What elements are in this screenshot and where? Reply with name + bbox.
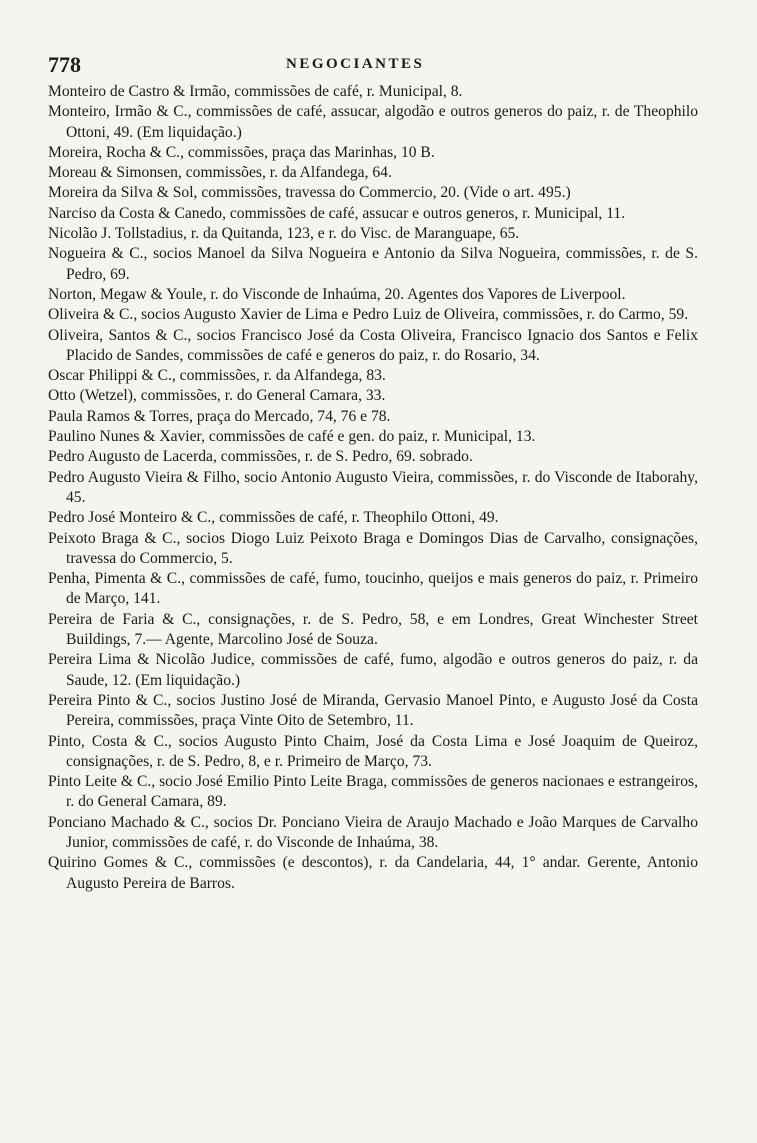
merchant-entry: Pedro Augusto Vieira & Filho, socio Antonio Augusto Vieira, commissões, r. do Visconde de Itaborahy, 45.	[48, 468, 698, 506]
merchant-entry: Moreira da Silva & Sol, commissões, travessa do Commercio, 20. (Vide o art. 495.)	[48, 184, 571, 202]
merchant-entry: Monteiro, Irmão & C., commissões de café, assucar, algodão e outros generos do paiz, r. de Theophilo Ottoni, 49. (Em liquidação.)	[48, 103, 698, 141]
merchant-entry: Moreau & Simonsen, commissões, r. da Alfandega, 64.	[48, 164, 392, 182]
merchant-entry: Paulino Nunes & Xavier, commissões de café e gen. do paiz, r. Municipal, 13.	[48, 428, 536, 446]
merchant-entry: Paula Ramos & Torres, praça do Mercado, 74, 76 e 78.	[48, 407, 391, 425]
merchant-entry: Norton, Megaw & Youle, r. do Visconde de Inhaúma, 20. Agentes dos Vapores de Liverpool.	[48, 285, 626, 303]
merchant-entry: Quirino Gomes & C., commissões (e descontos), r. da Candelaria, 44, 1° andar. Gerente, Antonio Augusto Pereira de Barros.	[48, 854, 698, 892]
merchant-entry: Pereira Pinto & C., socios Justino José de Miranda, Gervasio Manoel Pinto, e Augusto José da Costa Pereira, commissões, praça Vinte Oito de Setembro, 11.	[48, 691, 698, 730]
directory-page	[48, 52, 698, 894]
merchant-entry: Nogueira & C., socios Manoel da Silva Nogueira e Antonio da Silva Nogueira, commissões, r. de S. Pedro, 69.	[48, 245, 698, 283]
merchant-entry: Pereira de Faria & C., consignações, r. de S. Pedro, 58, e em Londres, Great Winchester Street Buildings, 7.— Agente, Marcolino José de Souza.	[48, 610, 698, 649]
merchant-entry: Narciso da Costa & Canedo, commissões de café, assucar e outros generos, r. Municipal, 11.	[48, 204, 626, 222]
merchant-entry: Pinto, Costa & C., socios Augusto Pinto Chaim, José da Costa Lima e José Joaquim de Queiroz, consignações, r. de S. Pedro, 8, e r. Primeiro de Março, 73.	[48, 732, 698, 770]
running-title: NEGOCIANTES	[286, 56, 425, 72]
page-number: 778	[48, 52, 81, 77]
page-header	[48, 52, 698, 82]
merchant-entry: Pinto Leite & C., socio José Emilio Pinto Leite Braga, commissões de generos nacionaes e estrangeiros, r. do General Camara, 89.	[48, 773, 698, 811]
merchant-entry: Oliveira & C., socios Augusto Xavier de Lima e Pedro Luiz de Oliveira, commissões, r. do Carmo, 59.	[48, 306, 689, 324]
merchant-entry: Oscar Philippi & C., commissões, r. da Alfandega, 83.	[48, 367, 386, 385]
merchant-list	[48, 82, 698, 894]
merchant-entry: Penha, Pimenta & C., commissões de café, fumo, toucinho, queijos e mais generos do paiz, r. Primeiro de Março, 141.	[48, 570, 698, 608]
merchant-entry: Pedro José Monteiro & C., commissões de café, r. Theophilo Ottoni, 49.	[48, 509, 499, 527]
merchant-entry: Pereira Lima & Nicolão Judice, commissões de café, fumo, algodão e outros generos do paiz, r. da Saude, 12. (Em liquidação.)	[48, 651, 698, 689]
merchant-entry: Peixoto Braga & C., socios Diogo Luiz Peixoto Braga e Domingos Dias de Carvalho, consignações, travessa do Commercio, 5.	[48, 529, 698, 567]
merchant-entry: Ponciano Machado & C., socios Dr. Ponciano Vieira de Araujo Machado e João Marques de Carvalho Junior, commissões de café, r. do Visconde de Inhaúma, 38.	[48, 813, 698, 851]
merchant-entry: Oliveira, Santos & C., socios Francisco José da Costa Oliveira, Francisco Ignacio dos Santos e Felix Placido de Sandes, commissões de café e generos do paiz, r. do Rosario, 34.	[48, 326, 698, 364]
merchant-entry: Monteiro de Castro & Irmão, commissões de café, r. Municipal, 8.	[48, 83, 463, 100]
merchant-entry: Nicolão J. Tollstadius, r. da Quitanda, 123, e r. do Visc. de Maranguape, 65.	[48, 225, 520, 243]
merchant-entry: Moreira, Rocha & C., commissões, praça das Marinhas, 10 B.	[48, 143, 435, 161]
merchant-entry: Pedro Augusto de Lacerda, commissões, r. de S. Pedro, 69. sobrado.	[48, 448, 473, 466]
merchant-entry: Otto (Wetzel), commissões, r. do General Camara, 33.	[48, 387, 386, 405]
